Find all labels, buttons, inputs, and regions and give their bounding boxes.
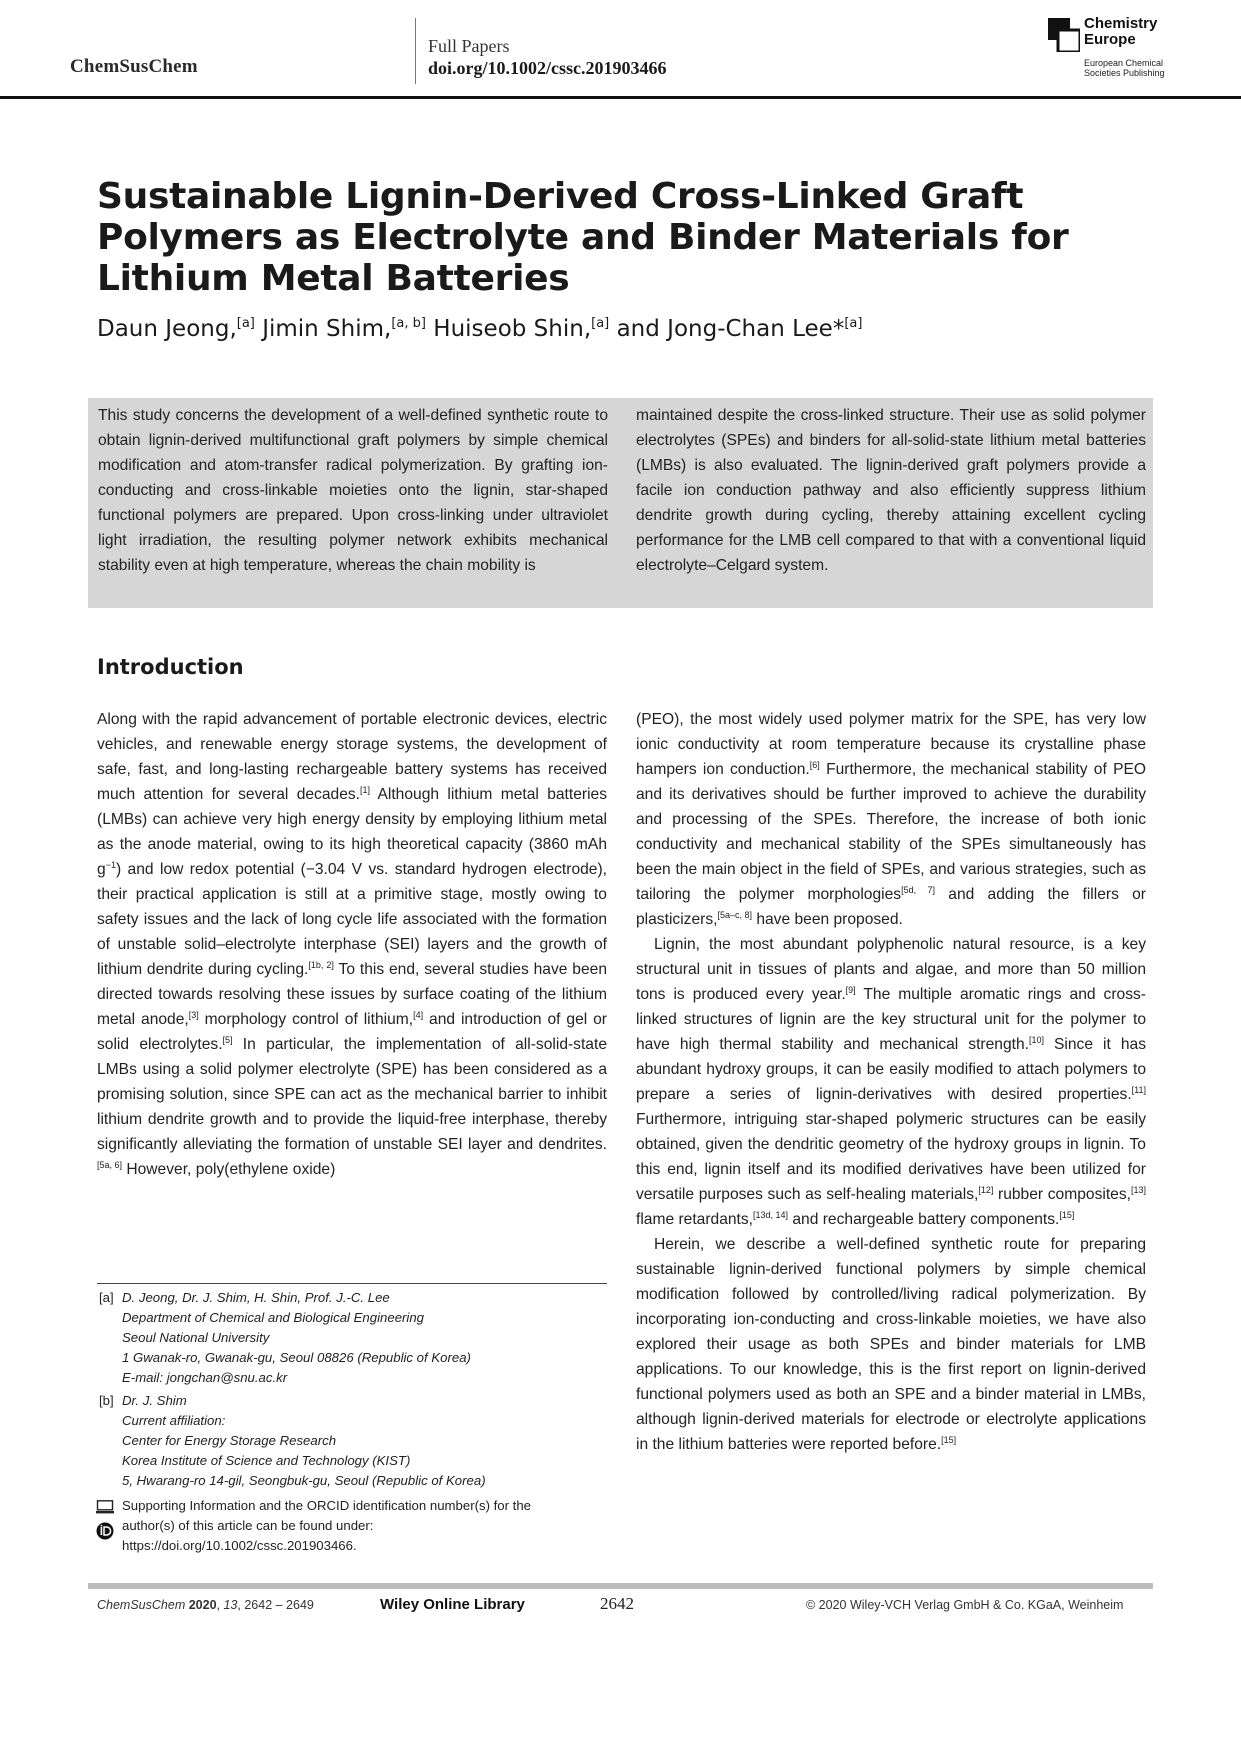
- citation-link[interactable]: [15]: [941, 1435, 957, 1445]
- footnote-rule: [97, 1283, 607, 1284]
- journal-name: ChemSusChem: [70, 56, 198, 77]
- author-name[interactable]: Jimin Shim,: [262, 316, 392, 342]
- author-name[interactable]: and Jong-Chan Lee*: [616, 316, 845, 342]
- citation-link[interactable]: [5a, 6]: [97, 1160, 123, 1170]
- paragraph: Herein, we describe a well-defined synthetic route for preparing sustainable lignin-derived functional polymers by simple chemical modification followed by controlled/living radical polymerization. By incorporating ion-conducting and cross-linkable moieties, we have also explored their usage as both SPEs and binder materials for LMB applications. To our knowledge, this is the first report on lignin-derived functional polymers used as both an SPE and a binder material in LMBs, although lignin-derived materials for electrode or electrolyte applications in the lithium batteries were reported before.[15]: [636, 1236, 1146, 1453]
- body-left-column: [97, 707, 607, 1182]
- citation-link[interactable]: [4]: [413, 1010, 424, 1020]
- author-name[interactable]: Huiseob Shin,: [433, 316, 592, 342]
- citation-link[interactable]: [11]: [1131, 1085, 1146, 1095]
- page-number: 2642: [600, 1594, 634, 1613]
- footnote-affiliation-a: D. Jeong, Dr. J. Shim, H. Shin, Prof. J.-C. Lee Department of Chemical and Biological Engineering Seoul National University 1 Gwanak-ro, Gwanak-gu, Seoul 08826 (Republic of Korea) E-mail: jongchan@snu.ac.kr: [122, 1288, 612, 1388]
- author-list: [97, 316, 862, 342]
- publisher-subtitle: European Chemical Societies Publishing: [1084, 58, 1165, 78]
- citation-link[interactable]: [15]: [1059, 1210, 1075, 1220]
- wiley-online-library-link[interactable]: Wiley Online Library: [380, 1596, 525, 1613]
- citation-link[interactable]: [13d, 14]: [753, 1210, 789, 1220]
- citation-link[interactable]: [10]: [1028, 1035, 1044, 1045]
- citation-link[interactable]: [5d, 7]: [901, 885, 936, 895]
- section-type: Full Papers: [428, 36, 510, 56]
- section-heading-introduction: Introduction: [97, 655, 244, 679]
- author-name[interactable]: Daun Jeong,: [97, 316, 237, 342]
- publisher-name: Chemistry Europe: [1084, 15, 1158, 48]
- author-affiliation: [a]: [844, 316, 863, 331]
- citation-link[interactable]: [1b, 2]: [308, 960, 334, 970]
- citation-link[interactable]: [5a–c, 8]: [717, 910, 752, 920]
- citation-link[interactable]: [3]: [188, 1010, 199, 1020]
- paragraph: Lignin, the most abundant polyphenolic natural resource, is a key structural unit in tissues of plants and algae, and more than 50 million tons is produced every year.[9] The multiple aromatic rings and cross-linked structures of lignin are the key structural unit for the polymer to have high thermal stability and mechanical strength.[10] Since it has abundant hydroxy groups, it can be easily modified to attach polymers to prepare a series of lignin-derivatives with desired properties.[11] Furthermore, intriguing star-shaped polymeric structures can be easily obtained, given the dendritic geometry of the hydroxy groups in lignin. To this end, lignin itself and its modified derivatives have been utilized for versatile purposes such as self-healing materials,[12] rubber composites,[13] flame retardants,[13d, 14] and rechargeable battery components.[15]: [636, 936, 1147, 1228]
- citation-link[interactable]: [12]: [978, 1185, 994, 1195]
- unit-exponent: −1: [105, 860, 116, 870]
- header-rule: [0, 96, 1241, 99]
- footer-rule: [88, 1583, 1153, 1589]
- citation-link[interactable]: [13]: [1130, 1185, 1146, 1195]
- citation-link[interactable]: [1]: [360, 785, 371, 795]
- body-right-column: [636, 707, 1146, 1457]
- author-email[interactable]: E-mail: jongchan@snu.ac.kr: [122, 1370, 288, 1385]
- citation-link[interactable]: [6]: [809, 760, 820, 770]
- citation-link[interactable]: [9]: [845, 985, 856, 995]
- author-affiliation: [a, b]: [391, 316, 426, 331]
- footnote-label-a: [a]: [99, 1290, 114, 1305]
- doi-link[interactable]: doi.org/10.1002/cssc.201903466: [428, 58, 667, 78]
- supporting-information-note: Supporting Information and the ORCID identification number(s) for the author(s) of this article can be found under: https://doi.org/10.1002/cssc.201903466.: [122, 1496, 612, 1556]
- orcid-icon: [96, 1522, 114, 1540]
- chemistry-europe-logo-icon: [1048, 18, 1080, 52]
- paragraph: Along with the rapid advancement of portable electronic devices, electric vehicles, and renewable energy storage systems, the development of safe, fast, and long-lasting rechargeable battery systems has received much attention for several decades.[1] Although lithium metal batteries (LMBs) can achieve very high energy density by employing lithium metal as the anode material, owing to its high theoretical capacity (3860 mAh $g^{-1}$) and low redox potential (−3.04 V vs. standard hydrogen electrode), their practical application is still at a primitive stage, mostly owing to safety issues and the lack of long cycle life associated with the formation of unstable solid–electrolyte interphase (SEI) layers and the growth of lithium dendrite during cycling.[1b, 2] To this end, several studies have been directed towards resolving these issues by surface coating of the lithium metal anode,[3] morphology control of lithium,[4] and introduction of gel or solid electrolytes.[5] In particular, the implementation of all-solid-state LMBs using a solid polymer electrolyte (SPE) has been considered as a promising solution, since SPE can act as the mechanical barrier to inhibit lithium dendrite growth and to provide the liquid-free interphase, thereby significantly alleviating the formation of unstable SEI layer and dendrites.[5a, 6] However, poly(ethylene oxide): [97, 711, 608, 1178]
- abstract-right-column: maintained despite the cross-linked structure. Their use as solid polymer electrolytes (SPEs) and binders for all-solid-state lithium metal batteries (LMBs) is also evaluated. The lignin-derived graft polymers provide a facile ion conduction pathway and also efficiently suppress lithium dendrite growth during cycling, thereby attaining excellent cycling performance for the LMB cell compared to that with a conventional liquid electrolyte–Celgard system.: [636, 407, 1146, 574]
- header-divider: [415, 18, 416, 84]
- supporting-info-link[interactable]: https://doi.org/10.1002/cssc.201903466.: [122, 1538, 357, 1553]
- article-title: Sustainable Lignin-Derived Cross-Linked Graft Polymers as Electrolyte and Binder Materials for Lithium Metal Batteries: [97, 176, 1069, 299]
- author-affiliation: [a]: [591, 316, 610, 331]
- citation-link[interactable]: [5]: [222, 1035, 233, 1045]
- copyright-notice: © 2020 Wiley-VCH Verlag GmbH & Co. KGaA, Weinheim: [806, 1598, 1124, 1612]
- computer-icon: [96, 1500, 114, 1514]
- paragraph: (PEO), the most widely used polymer matrix for the SPE, has very low ionic conductivity at room temperature because its crystalline phase hampers ion conduction.[6] Furthermore, the mechanical stability of PEO and its derivatives should be further improved to achieve the durability and processing of the SPEs. Therefore, the increase of both ionic conductivity and mechanical stability of the SPEs simultaneously has been the main object in the field of SPEs, and various strategies, such as tailoring the polymer morphologies[5d, 7] and adding the fillers or plasticizers,[5a–c, 8] have been proposed.: [636, 711, 1146, 928]
- publisher-logo[interactable]: [1048, 16, 1173, 82]
- abstract-left-column: This study concerns the development of a well-defined synthetic route to obtain lignin-derived multifunctional graft polymers by simple chemical modification and atom-transfer radical polymerization. By grafting ion-conducting and cross-linkable moieties onto the lignin, star-shaped functional polymers are prepared. Upon cross-linking under ultraviolet light irradiation, the resulting polymer network exhibits mechanical stability even at high temperature, whereas the chain mobility is: [98, 407, 608, 574]
- footnote-label-b: [b]: [99, 1393, 114, 1408]
- author-affiliation: [a]: [236, 316, 255, 331]
- footer-citation: ChemSusChem 2020, 13, 2642 – 2649: [97, 1598, 314, 1612]
- footnote-affiliation-b: Dr. J. Shim Current affiliation: Center for Energy Storage Research Korea Institute of Science and Technology (KIST) 5, Hwarang-ro 14-gil, Seongbuk-gu, Seoul (Republic of Korea): [122, 1393, 486, 1488]
